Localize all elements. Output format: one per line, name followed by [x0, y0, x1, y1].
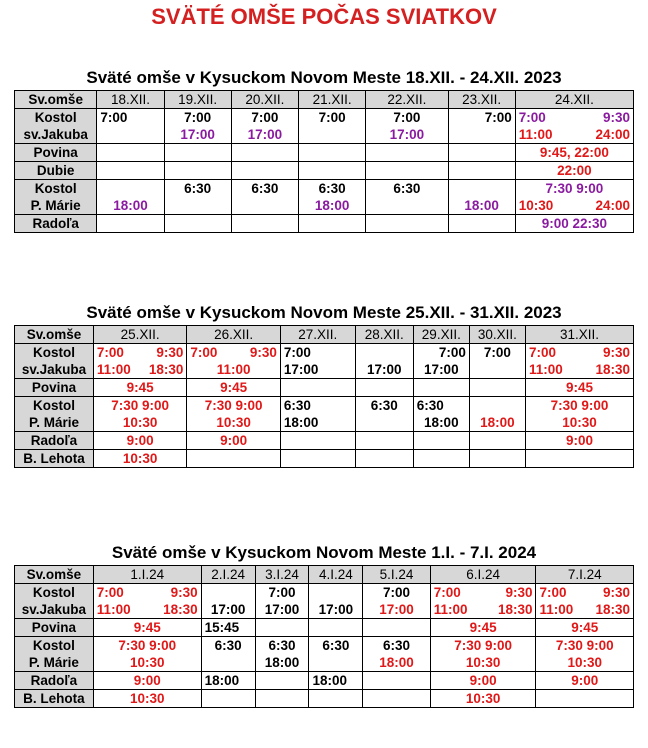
schedule-cell: [515, 180, 633, 215]
row-label: [15, 450, 94, 468]
schedule-cell: [187, 450, 280, 468]
schedule-cell: [515, 162, 633, 180]
day-header: 19.XII.: [164, 91, 231, 109]
row-label-line: sv.Jakuba: [23, 127, 88, 142]
table-row: [15, 690, 634, 708]
mass-time: 6:30: [383, 638, 411, 653]
schedule-cell: [97, 144, 164, 162]
mass-time: 6:30: [393, 181, 421, 196]
mass-time: 18:00: [312, 673, 347, 688]
mass-time: 9:45: [133, 620, 161, 635]
schedule-cell: [309, 584, 363, 619]
row-label-line: Povina: [31, 620, 77, 635]
schedule-cell: [309, 619, 363, 637]
mass-time: 7:30 9:00: [545, 181, 604, 196]
schedule-cell: [201, 584, 255, 619]
header-corner-label: Sv.omše: [15, 91, 97, 109]
mass-time: 7:00 9:30: [433, 585, 533, 600]
mass-time: 7:30 9:00: [550, 398, 609, 413]
schedule-table: [14, 90, 634, 233]
row-label: [15, 379, 94, 397]
row-label: [15, 397, 94, 432]
mass-time: 17:00: [389, 127, 425, 142]
mass-time: 7:00: [484, 110, 512, 125]
schedule-cell: [93, 619, 201, 637]
schedule-cell: [430, 637, 536, 672]
row-label-line: Kostol: [34, 181, 77, 196]
schedule-cell: [164, 144, 231, 162]
mass-time: 10:30: [122, 451, 158, 466]
schedule-cell: [363, 584, 430, 619]
day-header: 23.XII.: [448, 91, 515, 109]
schedule-cell: [413, 450, 469, 468]
mass-time: [205, 584, 252, 601]
day-header: 6.I.24: [430, 566, 536, 584]
mass-time: 7:00: [383, 585, 411, 600]
day-header: 27.XII.: [280, 326, 355, 344]
day-header: 22.XII.: [366, 91, 448, 109]
day-header: 5.I.24: [363, 566, 430, 584]
row-label-line: Kostol: [32, 638, 75, 653]
schedule-cell: [355, 397, 413, 432]
mass-time: 22:00: [557, 163, 592, 178]
schedule-cell: [298, 109, 365, 144]
row-label-line: Kostol: [32, 345, 75, 360]
mass-time: 9:00: [220, 433, 248, 448]
schedule-cell: [525, 379, 633, 397]
schedule-cell: [231, 162, 298, 180]
schedule-cell: [525, 344, 633, 379]
schedule-cell: [430, 619, 536, 637]
mass-time: 10:30 24:00: [518, 198, 630, 213]
row-label: [15, 619, 94, 637]
schedule-cell: [164, 162, 231, 180]
mass-time: 9:45, 22:00: [539, 145, 609, 160]
day-header: 26.XII.: [187, 326, 280, 344]
schedule-cell: [280, 397, 355, 432]
mass-time: 11:00 18:30: [96, 602, 198, 617]
schedule-cell: [448, 162, 515, 180]
schedule-cell: [280, 344, 355, 379]
row-label: [15, 432, 94, 450]
schedule-cell: [93, 584, 201, 619]
schedule-cell: [366, 109, 448, 144]
schedule-cell: [448, 109, 515, 144]
mass-time: 9:00: [469, 673, 497, 688]
schedule-cell: [298, 162, 365, 180]
row-label: [15, 584, 94, 619]
mass-time: 7:30 9:00: [204, 398, 263, 413]
schedule-cell: [413, 432, 469, 450]
day-header: 24.XII.: [515, 91, 633, 109]
mass-time: 18:00: [379, 655, 414, 670]
schedule-cell: [255, 584, 309, 619]
schedule-cell: [93, 672, 201, 690]
mass-time: 11:00 18:30: [433, 602, 533, 617]
mass-time: 6:30: [184, 181, 212, 196]
mass-time: 9:45: [469, 620, 497, 635]
mass-time: 18:00: [314, 198, 350, 213]
schedule-cell: [366, 162, 448, 180]
mass-time: 17:00: [424, 362, 459, 377]
row-label: [15, 690, 94, 708]
schedule-cell: [255, 637, 309, 672]
schedule-cell: [525, 432, 633, 450]
schedule-cell: [536, 619, 634, 637]
mass-time: 9:45: [126, 380, 154, 395]
mass-time: 6:30: [322, 638, 350, 653]
row-label-line: sv.Jakuba: [21, 602, 87, 617]
table-row: [15, 397, 634, 432]
schedule-cell: [280, 432, 355, 450]
mass-time: 7:00 9:30: [96, 585, 198, 600]
schedule-cell: [366, 180, 448, 215]
schedule-cell: [515, 215, 633, 233]
schedule-cell: [536, 637, 634, 672]
schedule-cell: [93, 432, 186, 450]
mass-time: 11:00 18:30: [528, 362, 630, 377]
schedule-cell: [93, 637, 201, 672]
schedule-cell: [93, 379, 186, 397]
schedule-cell: [515, 109, 633, 144]
section-title: Sväté omše v Kysuckom Novom Meste 1.I. - 7.I. 2024: [111, 543, 537, 562]
mass-time: 9:45: [220, 380, 248, 395]
mass-time: 11:00 24:00: [518, 127, 630, 142]
row-label-line: B. Lehota: [23, 451, 85, 466]
schedule-cell: [536, 690, 634, 708]
schedule-cell: [363, 690, 430, 708]
mass-time: 15:45: [204, 620, 240, 635]
mass-time: 18:00: [480, 415, 515, 430]
section-title: Sväté omše v Kysuckom Novom Meste 18.XII. - 24.XII. 2023: [86, 68, 562, 87]
schedule-cell: [298, 144, 365, 162]
schedule-cell: [164, 109, 231, 144]
day-header: 20.XII.: [231, 91, 298, 109]
mass-time: 17:00: [247, 127, 283, 142]
schedule-cell: [536, 584, 634, 619]
day-header: 7.I.24: [536, 566, 634, 584]
table-row: [15, 450, 634, 468]
mass-time: 7:30 9:00: [118, 638, 177, 653]
schedule-cell: [231, 180, 298, 215]
row-label-line: P. Márie: [30, 198, 81, 213]
mass-time: 6:30: [268, 638, 296, 653]
schedule-cell: [164, 215, 231, 233]
mass-time: 9:00: [133, 673, 161, 688]
schedule-cell: [363, 672, 430, 690]
schedule-cell: [366, 144, 448, 162]
schedule-cell: [255, 619, 309, 637]
mass-time: 18:00: [204, 673, 240, 688]
mass-time: [312, 584, 359, 601]
mass-time: 7:00 9:30: [190, 345, 277, 360]
row-label-line: Radoľa: [32, 216, 79, 231]
mass-time: [473, 397, 522, 414]
schedule-cell: [97, 162, 164, 180]
schedule-cell: [448, 215, 515, 233]
mass-time: 7:30 9:00: [111, 398, 170, 413]
mass-time: 9:00 22:30: [541, 216, 608, 231]
mass-time: 9:00: [565, 433, 593, 448]
schedule-cell: [97, 215, 164, 233]
mass-time: 7:00: [393, 110, 421, 125]
schedule-cell: [515, 144, 633, 162]
mass-time: 7:00 9:30: [518, 110, 630, 125]
schedule-cell: [309, 637, 363, 672]
page-title: SVÄTÉ OMŠE POČAS SVIATKOV: [151, 4, 497, 29]
header-corner-label: Sv.omše: [15, 566, 94, 584]
mass-time: 17:00: [283, 362, 319, 377]
day-header: 25.XII.: [93, 326, 186, 344]
mass-time: 17:00: [180, 127, 215, 142]
section-title: Sväté omše v Kysuckom Novom Meste 25.XII. - 31.XII. 2023: [86, 303, 562, 322]
header-corner-label: Sv.omše: [15, 326, 94, 344]
table-row: [15, 215, 634, 233]
day-header: 30.XII.: [469, 326, 525, 344]
day-header: 4.I.24: [309, 566, 363, 584]
mass-time: 18:00: [113, 198, 148, 213]
table-row: [15, 180, 634, 215]
schedule-cell: [187, 432, 280, 450]
mass-time: 11:00: [216, 362, 251, 377]
mass-time: 17:00: [379, 602, 414, 617]
schedule-cell: [93, 690, 201, 708]
schedule-cell: [187, 397, 280, 432]
mass-time: 6:30: [251, 181, 279, 196]
schedule-cell: [164, 180, 231, 215]
mass-time: [359, 344, 410, 361]
day-header: 2.I.24: [201, 566, 255, 584]
mass-time: 17:00: [264, 602, 300, 617]
schedule-cell: [298, 215, 365, 233]
schedule-cell: [525, 450, 633, 468]
schedule-cell: [355, 432, 413, 450]
row-label-line: Povina: [33, 145, 78, 160]
row-label-line: Kostol: [34, 110, 77, 125]
schedule-cell: [201, 690, 255, 708]
table-row: [15, 144, 634, 162]
schedule-cell: [363, 637, 430, 672]
mass-time: 7:00 9:30: [96, 345, 184, 360]
schedule-cell: [93, 397, 186, 432]
mass-time: 6:30: [214, 638, 242, 653]
day-header: 3.I.24: [255, 566, 309, 584]
schedule-cell: [97, 180, 164, 215]
schedule-cell: [469, 432, 525, 450]
mass-time: 7:00: [100, 110, 128, 125]
day-header: 18.XII.: [97, 91, 164, 109]
mass-time: 7:30 9:00: [555, 638, 614, 653]
mass-time: 7:00: [268, 585, 296, 600]
schedule-cell: [413, 344, 469, 379]
mass-time: 17:00: [210, 602, 246, 617]
mass-time: 7:00 9:30: [539, 585, 630, 600]
schedule-cell: [430, 584, 536, 619]
mass-time: 17:00: [366, 362, 402, 377]
mass-time: 18:00: [264, 655, 300, 670]
schedule-cell: [97, 109, 164, 144]
mass-time: [452, 180, 512, 197]
mass-time: 10:30: [129, 691, 165, 706]
mass-time: 9:45: [565, 380, 593, 395]
schedule-cell: [309, 672, 363, 690]
header-row: [15, 91, 634, 109]
row-label: [15, 637, 94, 672]
header-row: [15, 566, 634, 584]
day-header: 1.I.24: [93, 566, 201, 584]
mass-time: 10:30: [122, 415, 158, 430]
schedule-cell: [536, 672, 634, 690]
table-row: [15, 432, 634, 450]
schedule-cell: [363, 619, 430, 637]
schedule-cell: [355, 450, 413, 468]
header-row: [15, 326, 634, 344]
mass-time: 6:30: [370, 398, 398, 413]
schedule-cell: [355, 379, 413, 397]
table-row: [15, 344, 634, 379]
schedule-cell: [469, 379, 525, 397]
mass-time: 18:00: [283, 415, 319, 430]
mass-time: [100, 180, 160, 197]
schedule-table: [14, 565, 634, 708]
mass-time: 18:00: [464, 198, 499, 213]
schedule-cell: [469, 397, 525, 432]
schedule-cell: [448, 144, 515, 162]
schedule-cell: [413, 397, 469, 432]
mass-time: 10:30: [567, 655, 602, 670]
mass-time: 10:30: [562, 415, 597, 430]
mass-time: 6:30: [416, 398, 444, 413]
mass-time: 7:00: [438, 345, 466, 360]
schedule-cell: [469, 450, 525, 468]
day-header: 29.XII.: [413, 326, 469, 344]
mass-time: 6:30: [283, 398, 311, 413]
mass-time: 7:00: [184, 110, 212, 125]
row-label: [15, 344, 94, 379]
schedule-cell: [469, 344, 525, 379]
mass-time: 11:00 18:30: [96, 362, 184, 377]
mass-time: 7:30 9:00: [454, 638, 512, 653]
schedule-cell: [413, 379, 469, 397]
mass-time: 9:00: [126, 433, 154, 448]
schedule-cell: [231, 144, 298, 162]
schedule-cell: [201, 619, 255, 637]
mass-time: 7:00: [251, 110, 279, 125]
schedule-cell: [201, 637, 255, 672]
table-row: [15, 619, 634, 637]
row-label-line: Kostol: [32, 398, 75, 413]
row-label-line: Dubie: [36, 163, 75, 178]
table-row: [15, 637, 634, 672]
mass-time: 9:00: [571, 673, 599, 688]
row-label: [15, 215, 97, 233]
mass-time: 10:30: [465, 655, 501, 670]
schedule-cell: [255, 690, 309, 708]
table-row: [15, 584, 634, 619]
row-label-line: Radoľa: [30, 433, 78, 448]
schedule-cell: [298, 180, 365, 215]
mass-time: 7:00: [283, 345, 311, 360]
table-row: [15, 162, 634, 180]
day-header: 28.XII.: [355, 326, 413, 344]
row-label: [15, 672, 94, 690]
mass-time: 17:00: [318, 602, 354, 617]
row-label-line: B. Lehota: [23, 691, 85, 706]
table-row: [15, 672, 634, 690]
schedule-cell: [448, 180, 515, 215]
schedule-cell: [280, 450, 355, 468]
mass-time: 10:30: [129, 655, 165, 670]
row-label: [15, 144, 97, 162]
row-label: [15, 180, 97, 215]
day-header: 21.XII.: [298, 91, 365, 109]
schedule-cell: [430, 672, 536, 690]
schedule-table: [14, 325, 634, 468]
row-label-line: P. Márie: [28, 415, 79, 430]
schedule-cell: [231, 215, 298, 233]
schedule-cell: [187, 344, 280, 379]
table-row: [15, 109, 634, 144]
table-row: [15, 379, 634, 397]
day-header: 31.XII.: [525, 326, 633, 344]
mass-time: 7:00: [483, 345, 511, 360]
mass-time: 11:00 18:30: [539, 602, 630, 617]
schedule-cell: [309, 690, 363, 708]
row-label-line: Povina: [31, 380, 77, 395]
mass-time: 10:30: [465, 691, 501, 706]
schedule-cell: [187, 379, 280, 397]
mass-time: 7:00: [318, 110, 346, 125]
row-label-line: Kostol: [32, 585, 75, 600]
row-label-line: sv.Jakuba: [21, 362, 87, 377]
row-label-line: Radoľa: [30, 673, 78, 688]
mass-time: 7:00 9:30: [528, 345, 630, 360]
mass-time: 6:30: [318, 181, 346, 196]
row-label-line: P. Márie: [28, 655, 79, 670]
mass-time: 9:45: [571, 620, 599, 635]
schedule-cell: [231, 109, 298, 144]
mass-time: 18:00: [424, 415, 459, 430]
mass-time: 10:30: [216, 415, 251, 430]
schedule-cell: [93, 344, 186, 379]
row-label: [15, 109, 97, 144]
row-label: [15, 162, 97, 180]
schedule-cell: [201, 672, 255, 690]
schedule-cell: [366, 215, 448, 233]
schedule-cell: [525, 397, 633, 432]
schedule-cell: [255, 672, 309, 690]
schedule-cell: [280, 379, 355, 397]
schedule-cell: [355, 344, 413, 379]
schedule-cell: [430, 690, 536, 708]
schedule-cell: [93, 450, 186, 468]
